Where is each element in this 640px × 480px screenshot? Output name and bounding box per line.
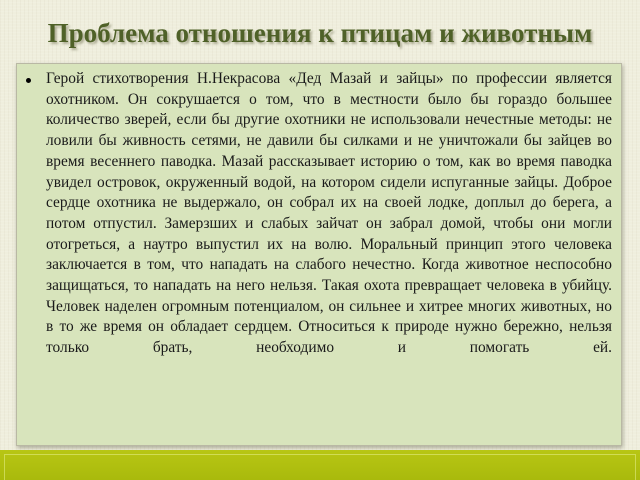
slide-title: Проблема отношения к птицам и животным: [47, 18, 593, 48]
bullet-text: Герой стихотворения Н.Некрасова «Дед Мазай и зайцы» по профессии является охотником. Он сокрушается о том, что в местности было бы гораздо большее количество зверей, если бы другие охотники не использовали нечестные методы: не ловили бы живность сетями, не давили бы силками и не уничтожали бы зайцев во время весеннего паводка. Мазай рассказывает историю о том, как во время паводка увидел островок, окруженный водой, на котором сидели испуганные зайцы. Доброе сердце охотника не выдержало, он собрал их на своей лодке, доплыл до берега, а потом отпустил. Замерзших и слабых зайчат он забрал домой, чтобы они могли отогреться, а наутро выпустил их на волю. Моральный принцип этого человека заключается в том, что нападать на слабого нечестно. Когда животное неспособно защищаться, то нападать на него нельзя. Такая охота превращает человека в убийцу. Человек наделен огромным потенциалом, он сильнее и хитрее многих животных, но в то же время он обладает сердцем. Относиться к природе нужно бережно, нельзя только брать, необходимо и помогать ей.: [46, 70, 612, 357]
bottom-band-frame: [4, 454, 636, 480]
bottom-decorative-band: [0, 450, 640, 480]
bullet-list: [17, 64, 621, 359]
bullet-dot-icon: [26, 78, 31, 83]
bullet-item: [17, 64, 621, 359]
content-box: [16, 63, 622, 446]
